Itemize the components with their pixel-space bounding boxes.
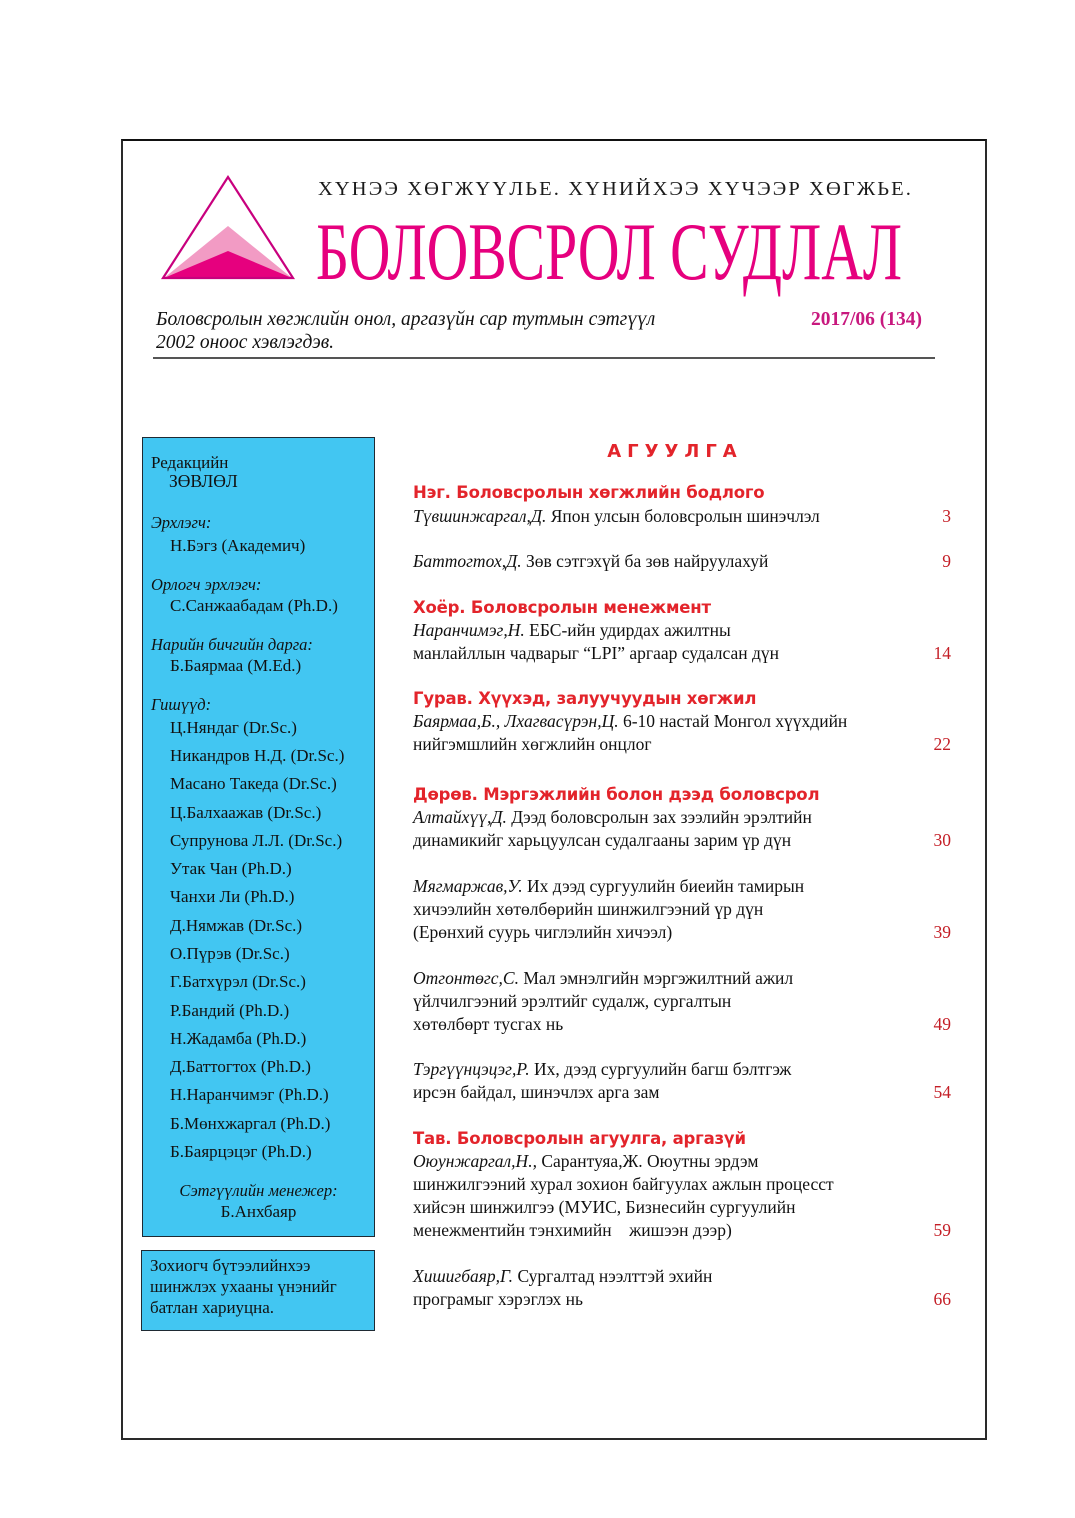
toc-entry[interactable]: [413, 550, 953, 573]
deputy-role: Орлогч эрхлэгч:: [151, 575, 262, 594]
member-name: Ц.Няндаг (Dr.Sc.): [170, 718, 297, 737]
deputy-name: С.Санжаабадам (Ph.D.): [170, 596, 338, 615]
entry-title-line: Сургалтад нээлттэй эхийн: [513, 1266, 713, 1286]
entry-author: Баярмаа,Б., Лхагвасүрэн,Ц.: [413, 711, 619, 731]
toc-entry[interactable]: [413, 710, 953, 756]
member-name: Чанхи Ли (Ph.D.): [170, 887, 295, 906]
member-name: Д.Баттогтох (Ph.D.): [170, 1057, 311, 1076]
journal-title-wrap: [316, 206, 922, 297]
toc-entry[interactable]: [413, 875, 953, 944]
entry-title-line: динамикийг харьцуулсан судалгааны зарим үр дүн: [413, 830, 792, 850]
member-name: Б.Баярцэцэг (Ph.D.): [170, 1142, 312, 1161]
chair-role: Эрхлэгч:: [151, 513, 212, 532]
disclaimer-line-2: шинжлэх ухааны үнэнийг: [150, 1277, 337, 1296]
disclaimer-line-3: батлан хариуцна.: [150, 1298, 275, 1317]
entry-page-number: 39: [933, 922, 951, 942]
toc-entry[interactable]: [413, 967, 953, 1036]
entry-title-line: Сарантуяа,Ж. Оюутны эрдэм: [536, 1151, 759, 1171]
section-heading: Гурав. Хүүхэд, залуучуудын хөгжил: [413, 689, 757, 708]
entry-title-line: Их дээд сургуулийн биеийн тамирын: [522, 876, 805, 896]
journal-logo-triangle: [160, 174, 296, 282]
board-heading: Редакцийн: [151, 453, 229, 472]
members-role: Гишүүд:: [151, 695, 212, 714]
section-heading: Тав. Боловсролын агуулга, аргазүй: [413, 1129, 746, 1148]
member-name: Масано Такеда (Dr.Sc.): [170, 774, 337, 793]
entry-title-line: ирсэн байдал, шинэчлэх арга зам: [413, 1082, 660, 1102]
entry-title-line: ЕБС-ийн удирдах ажилтны: [524, 620, 731, 640]
entry-author: Хишигбаяр,Г.: [413, 1266, 514, 1286]
journal-motto: ХҮНЭЭ ХӨГЖҮҮЛЬЕ. ХҮНИЙХЭЭ ХҮЧЭЭР ХӨГЖЬЕ.: [318, 178, 914, 200]
entry-page-number: 59: [933, 1220, 951, 1240]
member-name: Супрунова Л.Л. (Dr.Sc.): [170, 831, 343, 850]
manager-name: Б.Анхбаяр: [220, 1202, 297, 1221]
entry-title-line: хичээлийн хөтөлбөрийн шинжилгээний үр дүн: [413, 899, 764, 919]
section-heading: Хоёр. Боловсролын менежмент: [413, 598, 711, 617]
entry-title-line: нийгэмшлийн хөгжлийн онцлог: [413, 734, 652, 754]
secretary-role: Нарийн бичгийн дарга:: [151, 635, 313, 654]
member-name: Никандров Н.Д. (Dr.Sc.): [170, 746, 345, 765]
member-name: Ц.Балхаажав (Dr.Sc.): [170, 803, 322, 822]
entry-title-line: Зөв сэтгэхүй ба зөв найруулахуй: [521, 551, 769, 571]
toc-entry[interactable]: [413, 806, 953, 852]
entry-author: Алтайхүү,Д.: [413, 807, 507, 827]
toc-entry[interactable]: [413, 1058, 953, 1104]
entry-title-line: Их, дээд сургуулийн багш бэлтгэж: [529, 1059, 792, 1079]
section-heading: Дөрөв. Мэргэжлийн болон дээд боловсрол: [413, 785, 820, 804]
entry-page-number: 3: [942, 506, 951, 526]
entry-page-number: 9: [942, 551, 951, 571]
editorial-board-box: [142, 437, 375, 1237]
member-name: Д.Нямжав (Dr.Sc.): [170, 916, 303, 935]
member-name: Б.Мөнхжаргал (Ph.D.): [170, 1114, 331, 1133]
disclaimer-box: [141, 1250, 375, 1331]
entry-page-number: 22: [933, 734, 951, 754]
member-name: Р.Бандий (Ph.D.): [170, 1001, 290, 1020]
toc-entry[interactable]: [413, 1265, 953, 1311]
entry-title-line: 6-10 настай Монгол хүүхдийн: [618, 711, 848, 731]
entry-page-number: 66: [933, 1289, 951, 1309]
entry-title-line: Япон улсын боловсролын шинэчлэл: [546, 506, 820, 526]
subtitle-line-1: Боловсролын хөгжлийн онол, аргазүйн сар тутмын сэтгүүл: [156, 309, 656, 330]
member-name: Г.Батхүрэл (Dr.Sc.): [170, 972, 306, 991]
entry-page-number: 54: [933, 1082, 951, 1102]
issue-number: 2017/06 (134): [811, 309, 923, 330]
entry-author: Баттогтох,Д.: [413, 551, 522, 571]
member-name: О.Пүрэв (Dr.Sc.): [170, 944, 290, 963]
journal-subtitle: [156, 308, 655, 354]
member-name: Н.Наранчимэг (Ph.D.): [170, 1085, 329, 1104]
board-heading-2: ЗӨВЛӨЛ: [169, 471, 238, 491]
entry-title-line: хийсэн шинжилгээ (МУИС, Бизнесийн сургуулийн: [413, 1197, 796, 1217]
entry-page-number: 14: [933, 643, 951, 663]
header-divider: [153, 357, 935, 359]
entry-title-line: менежментийн тэнхимийн жишээн дээр): [413, 1220, 732, 1240]
contents-heading: АГУУЛГА: [607, 441, 743, 462]
entry-title-line: үйлчилгээний эрэлтийг судалж, сургалтын: [413, 991, 732, 1011]
member-name: Утак Чан (Ph.D.): [170, 859, 292, 878]
entry-title-line: манлайллын чадварыг “LPI” аргаар судалсан дүн: [413, 643, 780, 663]
disclaimer-line-1: Зохиогч бүтээлийнхээ: [150, 1256, 311, 1275]
entry-title-line: Мал эмнэлгийн мэргэжилтний ажил: [518, 968, 794, 988]
entry-title-line: Дээд боловсролын зах зээлийн эрэлтийн: [506, 807, 812, 827]
toc-entry[interactable]: [413, 505, 953, 528]
subtitle-line-2: 2002 оноос хэвлэгдэв.: [156, 332, 335, 353]
entry-page-number: 49: [933, 1014, 951, 1034]
toc-entry[interactable]: [413, 1150, 953, 1242]
secretary-name: Б.Баярмаа (M.Ed.): [170, 656, 302, 675]
journal-title: БОЛОВСРОЛ СУДЛАЛ: [316, 206, 902, 297]
entry-page-number: 30: [933, 830, 951, 850]
entry-title-line: (Ерөнхий суурь чиглэлийн хичээл): [413, 922, 673, 942]
section-heading: Нэг. Боловсролын хөгжлийн бодлого: [413, 483, 765, 502]
entry-author: Түвшинжаргал,Д.: [413, 506, 547, 526]
member-name: Н.Жадамба (Ph.D.): [170, 1029, 307, 1048]
chair-name: Н.Бэгз (Академич): [170, 536, 306, 555]
entry-author: Оюунжаргал,Н.,: [413, 1151, 537, 1171]
entry-author: Мягмаржав,У.: [413, 876, 523, 896]
manager-role: Сэтгүүлийн менежер:: [179, 1181, 338, 1200]
toc-entry[interactable]: [413, 619, 953, 665]
entry-author: Тэргүүнцэцэг,Р.: [413, 1059, 530, 1079]
entry-title-line: хөтөлбөрт тусгах нь: [413, 1014, 564, 1034]
entry-title-line: програмыг хэрэглэх нь: [413, 1289, 583, 1309]
entry-author: Отгонтөгс,С.: [413, 968, 519, 988]
entry-author: Наранчимэг,Н.: [413, 620, 525, 640]
entry-title-line: шинжилгээний хурал зохион байгуулах ажлын процесст: [413, 1174, 834, 1194]
